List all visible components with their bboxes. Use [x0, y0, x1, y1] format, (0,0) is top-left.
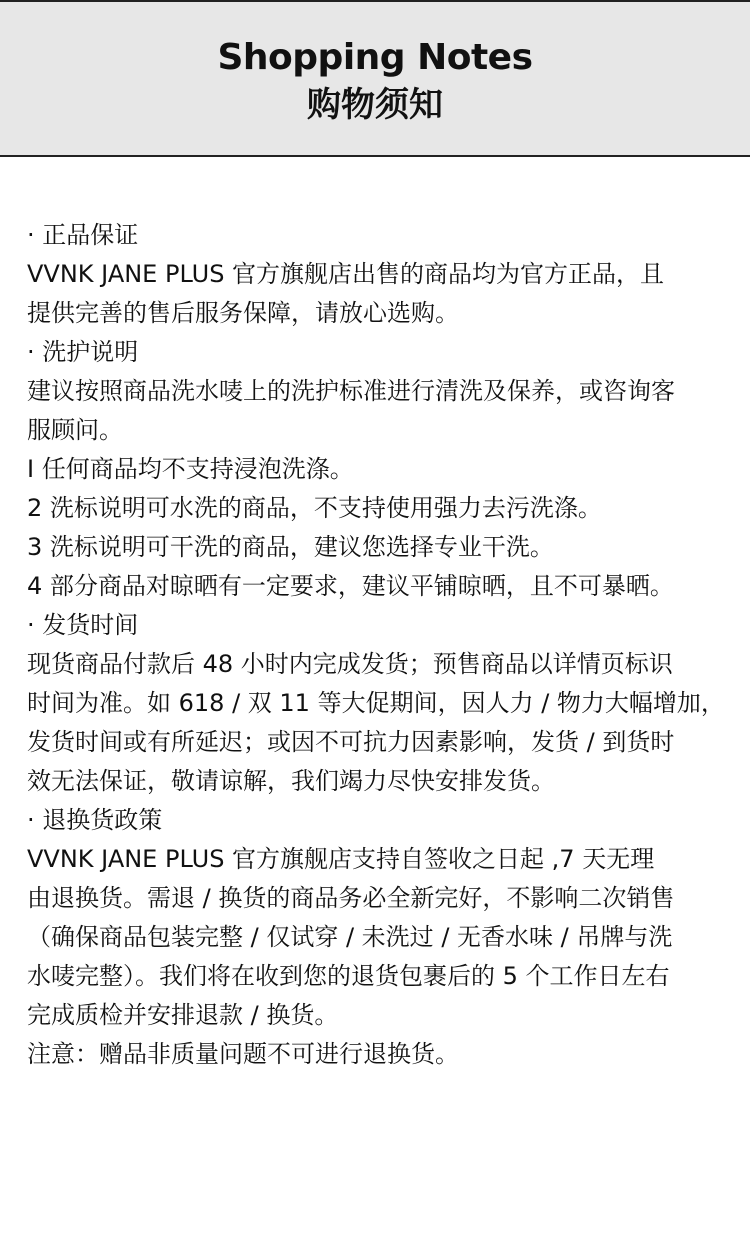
page-title-english: Shopping Notes	[217, 37, 533, 78]
section-heading-care: · 洗护说明	[27, 338, 139, 366]
care-rule-3: 3 洗标说明可干洗的商品，建议您选择专业干洗。	[27, 533, 554, 561]
returns-text-line: 水唛完整）。我们将在收到您的退货包裹后的 5 个工作日左右	[27, 962, 670, 990]
section-heading-shipping: · 发货时间	[27, 611, 139, 639]
care-rule-2: 2 洗标说明可水洗的商品，不支持使用强力去污洗涤。	[27, 494, 602, 522]
shipping-text-line: 效无法保证，敬请谅解，我们竭力尽快安排发货。	[27, 767, 555, 795]
care-text-line: 建议按照商品洗水唛上的洗护标准进行清洗及保养，或咨询客	[27, 377, 675, 405]
shipping-text-line: 发货时间或有所延迟；或因不可抗力因素影响，发货 / 到货时	[27, 728, 675, 756]
returns-text-line: VVNK JANE PLUS 官方旗舰店支持自签收之日起 ,7 天无理	[27, 845, 655, 873]
care-text-line: 服顾问。	[27, 416, 123, 444]
shipping-text-line: 现货商品付款后 48 小时内完成发货；预售商品以详情页标识	[27, 650, 673, 678]
notes-header	[0, 0, 750, 157]
returns-text-line: （确保商品包装完整 / 仅试穿 / 未洗过 / 无香水味 / 吊牌与洗	[27, 923, 673, 951]
care-rule-4: 4 部分商品对晾晒有一定要求，建议平铺晾晒，且不可暴晒。	[27, 572, 674, 600]
gift-note: 注意：赠品非质量问题不可进行退换货。	[27, 1040, 459, 1068]
page-title-chinese: 购物须知	[307, 85, 443, 125]
authenticity-text-line: 提供完善的售后服务保障，请放心选购。	[27, 299, 459, 327]
returns-text-line: 由退换货。需退 / 换货的商品务必全新完好，不影响二次销售	[27, 884, 675, 912]
authenticity-text-line: VVNK JANE PLUS 官方旗舰店出售的商品均为官方正品，且	[27, 260, 665, 288]
section-heading-authenticity: · 正品保证	[27, 221, 139, 249]
care-rule-1: I 任何商品均不支持浸泡洗涤。	[27, 455, 354, 483]
returns-text-line: 完成质检并安排退款 / 换货。	[27, 1001, 339, 1029]
section-heading-returns: · 退换货政策	[27, 806, 163, 834]
notes-content	[27, 216, 727, 1074]
shipping-text-line: 时间为准。如 618 / 双 11 等大促期间，因人力 / 物力大幅增加，	[27, 689, 725, 717]
